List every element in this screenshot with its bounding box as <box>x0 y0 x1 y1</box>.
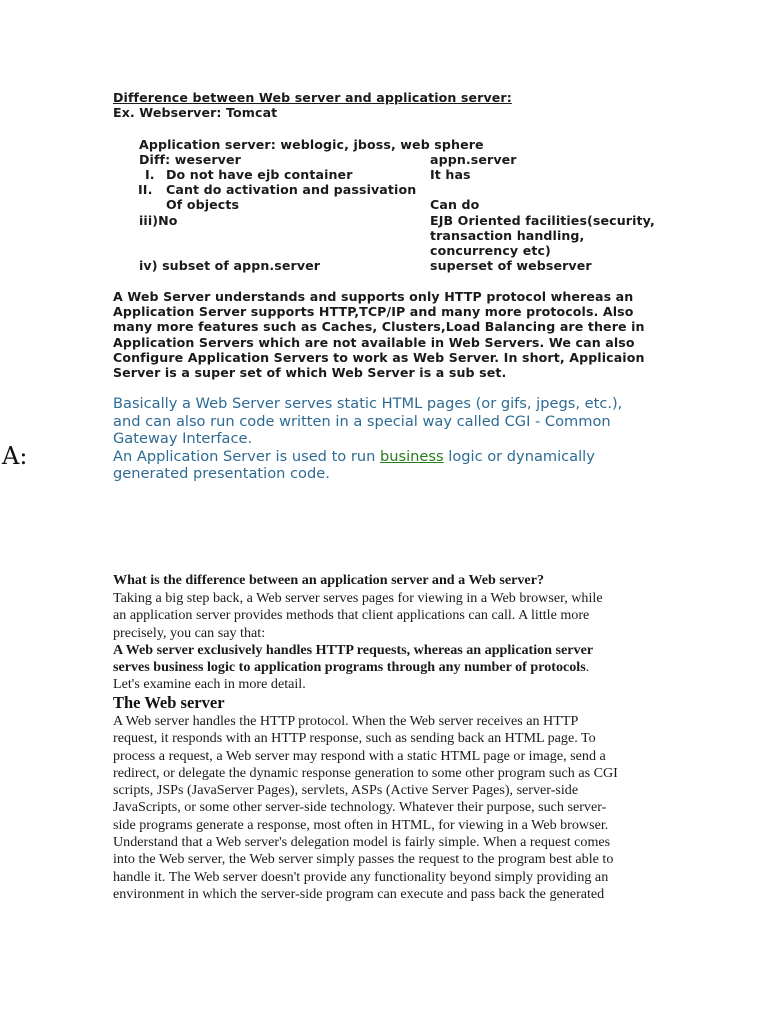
bold-summary-line-2 <box>113 659 603 676</box>
table-right-header: appn.server <box>430 152 517 167</box>
row4-right: superset of webserver <box>430 258 592 273</box>
answer-line-5: generated presentation code. <box>113 465 330 483</box>
answer-block <box>113 395 622 483</box>
paragraph-line: Application Servers which are not available in Web Servers. We can also <box>113 334 635 350</box>
answer-line-3: Gateway Interface. <box>113 430 253 448</box>
answer-line-4-start: An Application Server is used to run <box>113 447 381 465</box>
paragraph-line: Server is a super set of which Web Server is a sub set. <box>113 365 507 381</box>
comparison-paragraph <box>113 289 653 380</box>
intro-line: Taking a big step back, a Web server serves pages for viewing in a Web browser, while <box>113 590 603 606</box>
intro-line: precisely, you can say that: <box>113 624 266 641</box>
paragraph-line: A Web Server understands and supports only HTTP protocol whereas an <box>113 289 634 304</box>
row1-number: I. <box>145 167 155 182</box>
body-line: environment in which the server-side program can execute and pass back the generated <box>113 885 605 902</box>
table-left-header: Diff: weserver <box>139 152 241 167</box>
row2-right: Can do <box>430 197 480 212</box>
example-line: Ex. Webserver: Tomcat <box>113 105 278 120</box>
row2-left-1: Cant do activation and passivation <box>166 182 417 197</box>
intro-line: an application server provides methods that client applications can call. A little more <box>113 607 590 624</box>
question-heading: What is the difference between an application server and a Web server? <box>113 572 544 588</box>
bold-summary-text: serves business logic to application programs through any number of protocols <box>113 659 586 676</box>
row1-right: It has <box>430 167 471 182</box>
examine-line: Let's examine each in more detail. <box>113 676 306 693</box>
row2-left-2: Of objects <box>166 197 240 212</box>
answer-line-4-end: logic or dynamically <box>443 447 595 465</box>
row2-number: II. <box>138 182 153 197</box>
body-line: request, it responds with an HTTP response, such as sending back an HTML page. To <box>113 730 596 747</box>
row4-left: iv) subset of appn.server <box>139 258 321 273</box>
body-line: side programs generate a response, most often in HTML, for viewing in a Web browser. <box>113 816 609 833</box>
answer-line-1: Basically a Web Server serves static HTML pages (or gifs, jpegs, etc.), <box>113 395 623 412</box>
app-server-line: Application server: weblogic, jboss, web sphere <box>139 137 484 152</box>
bold-summary-line-1: A Web server exclusively handles HTTP requests, whereas an application server <box>113 641 594 658</box>
web-server-heading: The Web server <box>113 693 225 712</box>
row3-right-2: transaction handling, <box>430 228 585 243</box>
intro-block <box>113 590 603 694</box>
section-title: Difference between Web server and application server: <box>113 90 512 105</box>
body-line: process a request, a Web server may respond with a static HTML page or image, send a <box>113 747 606 764</box>
body-line: scripts, JSPs (JavaServer Pages), servlets, ASPs (Active Server Pages), server-side <box>113 782 579 799</box>
body-line: redirect, or delegate the dynamic response generation to some other program such as CGI <box>113 764 618 781</box>
answer-label: A: <box>2 442 28 470</box>
body-line: JavaScripts, or some other server-side technology. Whatever their purpose, such server- <box>113 799 607 816</box>
paragraph-line: Configure Application Servers to work as Web Server. In short, Applicaion <box>113 349 645 365</box>
answer-line-2: and can also run code written in a special way called CGI - Common <box>113 412 611 430</box>
bold-summary-period: . <box>585 659 590 676</box>
row3-right-1: EJB Oriented facilities(security, <box>430 213 655 228</box>
body-line: A Web server handles the HTTP protocol. When the Web server receives an HTTP <box>113 713 579 729</box>
body-line: handle it. The Web server doesn't provide any functionality beyond simply providing an <box>113 868 609 885</box>
answer-line-4 <box>113 448 622 466</box>
body-line: into the Web server, the Web server simply passes the request to the program best able to <box>113 851 614 868</box>
row3-right-3: concurrency etc) <box>430 243 551 258</box>
paragraph-line: many more features such as Caches, Clusters,Load Balancing are there in <box>113 319 645 335</box>
body-line: Understand that a Web server's delegation model is fairly simple. When a request comes <box>113 834 611 851</box>
paragraph-line: Application Server supports HTTP,TCP/IP and many more protocols. Also <box>113 304 634 320</box>
row1-left: Do not have ejb container <box>166 167 353 182</box>
business-link[interactable]: business <box>380 447 444 465</box>
row3-left: iii)No <box>139 213 178 228</box>
web-server-body <box>113 713 618 903</box>
